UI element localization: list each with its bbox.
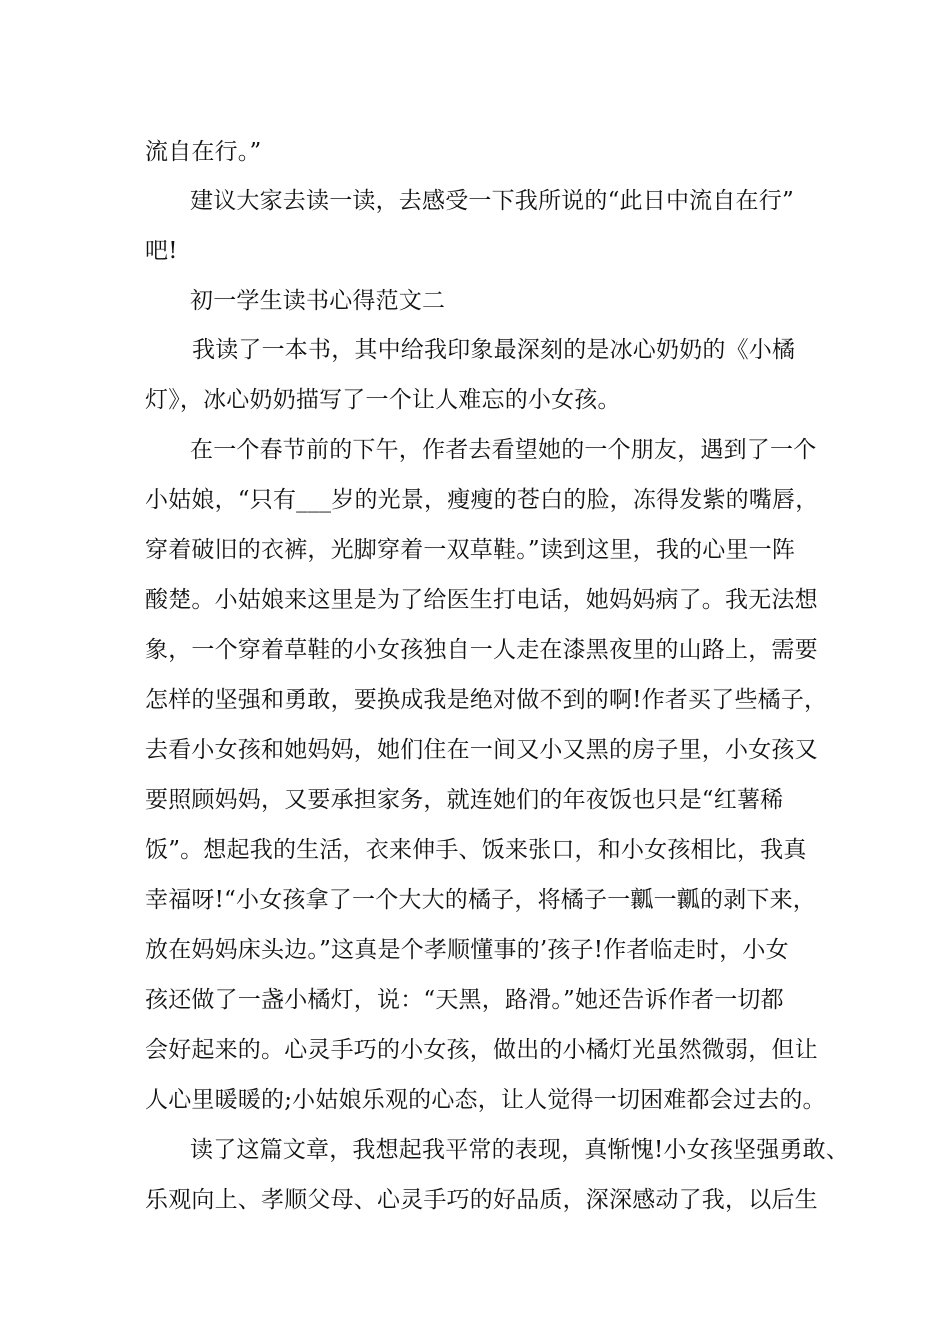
text-line: 孩还做了一盏小橘灯，说：“天黑，路滑。”她还告诉作者一切都 [145, 987, 784, 1013]
text-line: 乐观向上、孝顺父母、心灵手巧的好品质，深深感动了我，以后生 [145, 1187, 818, 1213]
text-line: 小姑娘，“只有___岁的光景，瘦瘦的苍白的脸，冻得发紫的嘴唇， [145, 487, 819, 513]
text-line: 象，一个穿着草鞋的小女孩独自一人走在漆黑夜里的山路上，需要 [145, 637, 818, 663]
text-line: 要照顾妈妈，又要承担家务，就连她们的年夜饭也只是“红薯稀 [145, 787, 784, 813]
text-line: 读了这篇文章，我想起我平常的表现，真惭愧!小女孩坚强勇敢、 [190, 1137, 850, 1163]
text-line: 放在妈妈床头边。”这真是个孝顺懂事的’孩子!作者临走时，小女 [145, 937, 789, 963]
text-line: 流自在行。” [145, 139, 262, 165]
text-line: 吧! [145, 238, 178, 264]
text-line: 建议大家去读一读，去感受一下我所说的“此日中流自在行” [190, 188, 794, 214]
text-line: 我读了一本书，其中给我印象最深刻的是冰心奶奶的《小橘 [192, 337, 796, 363]
text-line: 怎样的坚强和勇敢，要换成我是绝对做不到的啊!作者买了些橘子， [145, 687, 828, 713]
text-line: 在一个春节前的下午，作者去看望她的一个朋友，遇到了一个 [190, 437, 817, 463]
text-line: 酸楚。小姑娘来这里是为了给医生打电话，她妈妈病了。我无法想 [145, 587, 818, 613]
text-line: 人心里暖暖的;小姑娘乐观的心态，让人觉得一切困难都会过去的。 [145, 1087, 826, 1113]
text-line: 饭”。想起我的生活，衣来伸手、饭来张口，和小女孩相比，我真 [145, 837, 807, 863]
text-line: 去看小女孩和她妈妈，她们住在一间又小又黑的房子里，小女孩又 [145, 737, 818, 763]
text-line: 幸福呀!“小女孩拿了一个大大的橘子，将橘子一瓤一瓤的剥下来， [145, 887, 817, 913]
text-line: 灯》，冰心奶奶描写了一个让人难忘的小女孩。 [145, 387, 621, 413]
section-heading: 初一学生读书心得范文二 [190, 288, 446, 314]
text-line: 穿着破旧的衣裤，光脚穿着一双草鞋。”读到这里，我的心里一阵 [145, 537, 796, 563]
text-line: 会好起来的。心灵手巧的小女孩，做出的小橘灯光虽然微弱，但让 [145, 1037, 818, 1063]
